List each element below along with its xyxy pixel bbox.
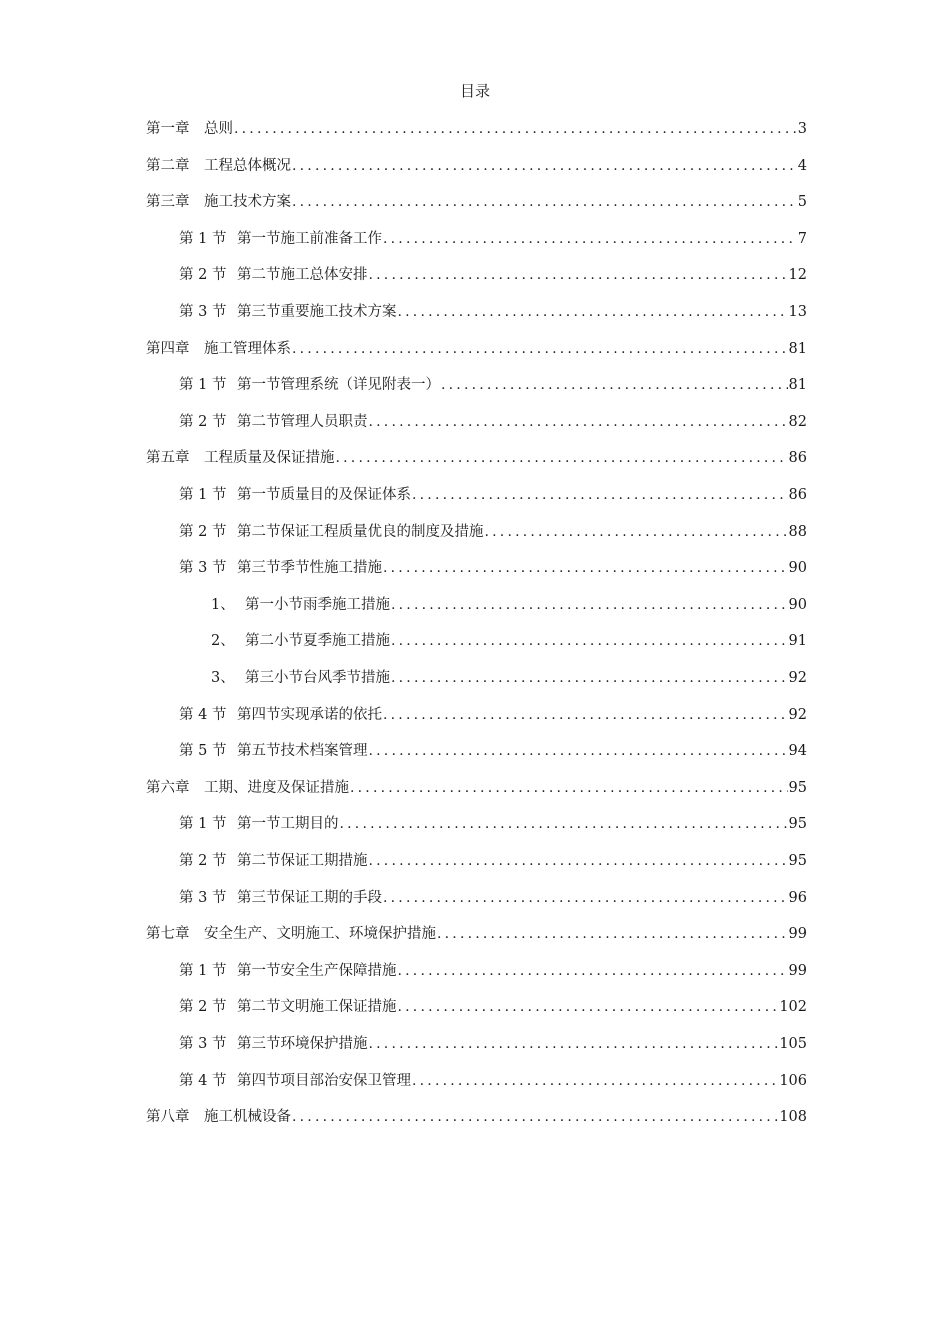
- dot-leader: [369, 404, 788, 441]
- toc-entry-page-number: 99: [788, 962, 807, 979]
- toc-entry-title: 第一节工期目的: [237, 816, 339, 833]
- toc-entry[interactable]: [0, 697, 950, 734]
- toc-entry-number: 第 4 节: [179, 1072, 227, 1089]
- toc-entry-title: 第二节保证工期措施: [237, 853, 368, 869]
- toc-entry-title: 施工技术方案: [204, 194, 291, 211]
- toc-entry-number: 第二章: [146, 157, 190, 174]
- toc-entry-number: 第 1 节: [179, 962, 227, 979]
- toc-entry-number: 第 3 节: [179, 560, 227, 577]
- toc-entry[interactable]: [0, 367, 950, 404]
- toc-entry-page-number: 86: [788, 450, 807, 467]
- toc-entry-number: 1、: [211, 596, 235, 613]
- dot-leader: [398, 989, 779, 1026]
- toc-entry-title: 工程总体概况: [204, 157, 291, 174]
- dot-leader: [369, 843, 788, 880]
- toc-entry-number: 第 1 节: [179, 230, 227, 247]
- toc-entry-number: 第 3 节: [179, 304, 227, 320]
- toc-entry-number: 第 1 节: [179, 487, 227, 503]
- toc-entry-page-number: 4: [797, 157, 807, 174]
- toc-entry[interactable]: [0, 843, 950, 880]
- toc-entry-title: 第一节安全生产保障措施: [237, 962, 397, 979]
- toc-entry-number: 第 2 节: [179, 413, 227, 430]
- toc-entry-title: 施工机械设备: [204, 1109, 291, 1126]
- toc-title: 目录: [459, 82, 490, 100]
- dot-leader: [412, 477, 788, 514]
- toc-entry-page-number: 95: [788, 853, 807, 869]
- dot-leader: [391, 623, 788, 660]
- toc-entry-number: 第四章: [146, 340, 190, 357]
- toc-entry-title: 第四节实现承诺的依托: [237, 706, 382, 723]
- toc-entry-number: 第 2 节: [179, 523, 227, 540]
- toc-entry[interactable]: [0, 733, 950, 770]
- toc-entry-page-number: 91: [788, 633, 807, 650]
- toc-entry-page-number: 95: [788, 779, 807, 796]
- toc-entry-title: 第三节季节性施工措施: [237, 560, 382, 577]
- toc-entry[interactable]: [0, 111, 950, 148]
- toc-entry-page-number: 92: [788, 670, 807, 686]
- toc-entry-number: 第 1 节: [179, 377, 227, 394]
- toc-entry-page-number: 86: [788, 487, 807, 503]
- toc-entry-title: 第五节技术档案管理: [237, 743, 368, 760]
- toc-entry-title: 第一节施工前准备工作: [237, 230, 382, 247]
- toc-entry-number: 3、: [211, 670, 235, 686]
- dot-leader: [391, 587, 788, 624]
- dot-leader: [398, 953, 788, 990]
- toc-entry-title: 第三节重要施工技术方案: [237, 304, 397, 320]
- dot-leader: [369, 733, 788, 770]
- toc-entry-number: 2、: [211, 633, 235, 650]
- toc-entry-title: 第二节文明施工保证措施: [237, 999, 397, 1016]
- dot-leader: [336, 440, 788, 477]
- toc-entry-number: 第三章: [146, 194, 190, 211]
- dot-leader: [437, 916, 788, 953]
- toc-entry-title: 第二节管理人员职责: [237, 413, 368, 430]
- toc-entry[interactable]: [0, 221, 950, 258]
- toc-entry[interactable]: [0, 514, 950, 551]
- toc-entry-title: 总则: [204, 121, 233, 137]
- toc-entry-title: 第二节施工总体安排: [237, 267, 368, 284]
- toc-entry-number: 第 2 节: [179, 999, 227, 1016]
- dot-leader: [441, 367, 788, 404]
- toc-entry-number: 第八章: [146, 1109, 190, 1126]
- dot-leader: [340, 806, 788, 843]
- toc-entry-page-number: 95: [788, 816, 807, 833]
- toc-entry[interactable]: [0, 660, 950, 697]
- toc-entry-page-number: 96: [788, 889, 807, 906]
- toc-entry[interactable]: [0, 477, 950, 514]
- toc-entry-page-number: 3: [797, 121, 807, 137]
- dot-leader: [383, 697, 788, 734]
- toc-entry-number: 第 3 节: [179, 889, 227, 906]
- toc-entry-page-number: 81: [788, 340, 807, 357]
- dot-leader: [292, 148, 797, 185]
- toc-entry-page-number: 94: [788, 743, 807, 760]
- toc-entry-title: 安全生产、文明施工、环境保护措施: [204, 926, 436, 943]
- toc-entry[interactable]: [0, 1026, 950, 1063]
- toc-entry[interactable]: [0, 623, 950, 660]
- toc-entry[interactable]: [0, 184, 950, 221]
- toc-entry-title: 第二节保证工程质量优良的制度及措施: [237, 523, 484, 540]
- toc-entry[interactable]: [0, 404, 950, 441]
- dot-leader: [383, 880, 788, 917]
- dot-leader: [391, 660, 788, 697]
- toc-entry-number: 第七章: [146, 926, 190, 943]
- toc-entry-page-number: 106: [779, 1072, 807, 1089]
- toc-entry[interactable]: [0, 989, 950, 1026]
- toc-entry-title: 工期、进度及保证措施: [204, 779, 349, 796]
- toc-entry[interactable]: [0, 294, 950, 331]
- toc-entry-page-number: 12: [788, 267, 807, 284]
- toc-entry-number: 第 3 节: [179, 1036, 227, 1052]
- toc-entry-page-number: 90: [788, 596, 807, 613]
- toc-entry-title: 工程质量及保证措施: [204, 450, 335, 467]
- toc-entry-number: 第 5 节: [179, 743, 227, 760]
- toc-entry[interactable]: [0, 916, 950, 953]
- toc-entry-page-number: 105: [779, 1036, 807, 1052]
- toc-entry-title: 第一节管理系统（详见附表一）: [237, 377, 440, 394]
- dot-leader: [292, 331, 788, 368]
- toc-entry-page-number: 92: [788, 706, 807, 723]
- toc-entry-page-number: 102: [779, 999, 807, 1016]
- toc-entry-page-number: 88: [788, 523, 807, 540]
- toc-entry-title: 第三节保证工期的手段: [237, 889, 382, 906]
- toc-entry-number: 第五章: [146, 450, 190, 467]
- toc-entry[interactable]: [0, 148, 950, 185]
- toc-entry-page-number: 108: [779, 1109, 807, 1126]
- toc-entry[interactable]: [0, 550, 950, 587]
- toc-entry-page-number: 81: [788, 377, 807, 394]
- toc-entry-title: 第四节项目部治安保卫管理: [237, 1072, 411, 1089]
- dot-leader: [369, 1026, 779, 1063]
- toc-entry[interactable]: [0, 1063, 950, 1100]
- toc-entry[interactable]: [0, 331, 950, 368]
- toc-entry-title: 第一节质量目的及保证体系: [237, 487, 411, 503]
- toc-entry-page-number: 5: [797, 194, 807, 211]
- toc-entry[interactable]: [0, 953, 950, 990]
- toc-entry-number: 第六章: [146, 779, 190, 796]
- dot-leader: [412, 1063, 778, 1100]
- toc-entry[interactable]: [0, 806, 950, 843]
- dot-leader: [292, 184, 797, 221]
- dot-leader: [383, 550, 788, 587]
- dot-leader: [350, 770, 788, 807]
- toc-entry-number: 第 2 节: [179, 267, 227, 284]
- toc-entry[interactable]: [0, 257, 950, 294]
- toc-entry[interactable]: [0, 440, 950, 477]
- toc-entry[interactable]: [0, 770, 950, 807]
- toc-entry-number: 第 4 节: [179, 706, 227, 723]
- dot-leader: [234, 111, 797, 148]
- toc-entry-number: 第 2 节: [179, 853, 227, 869]
- toc-entry-page-number: 99: [788, 926, 807, 943]
- toc-entry-page-number: 7: [797, 230, 807, 247]
- toc-entry-page-number: 13: [788, 304, 807, 320]
- dot-leader: [398, 294, 788, 331]
- toc-entry-title: 第三节环境保护措施: [237, 1036, 368, 1052]
- toc-entry-page-number: 82: [788, 413, 807, 430]
- toc-entry-title: 施工管理体系: [204, 340, 291, 357]
- toc-entry[interactable]: [0, 587, 950, 624]
- toc-entry-title: 第二小节夏季施工措施: [245, 633, 390, 650]
- dot-leader: [485, 514, 788, 551]
- toc-entry[interactable]: [0, 1099, 950, 1136]
- toc-entry-number: 第一章: [146, 121, 190, 137]
- dot-leader: [383, 221, 797, 258]
- dot-leader: [369, 257, 788, 294]
- dot-leader: [292, 1099, 778, 1136]
- toc-entry[interactable]: [0, 880, 950, 917]
- toc-entry-title: 第三小节台风季节措施: [245, 670, 390, 686]
- toc-entry-number: 第 1 节: [179, 816, 227, 833]
- toc-entry-title: 第一小节雨季施工措施: [245, 596, 390, 613]
- toc-entry-page-number: 90: [788, 560, 807, 577]
